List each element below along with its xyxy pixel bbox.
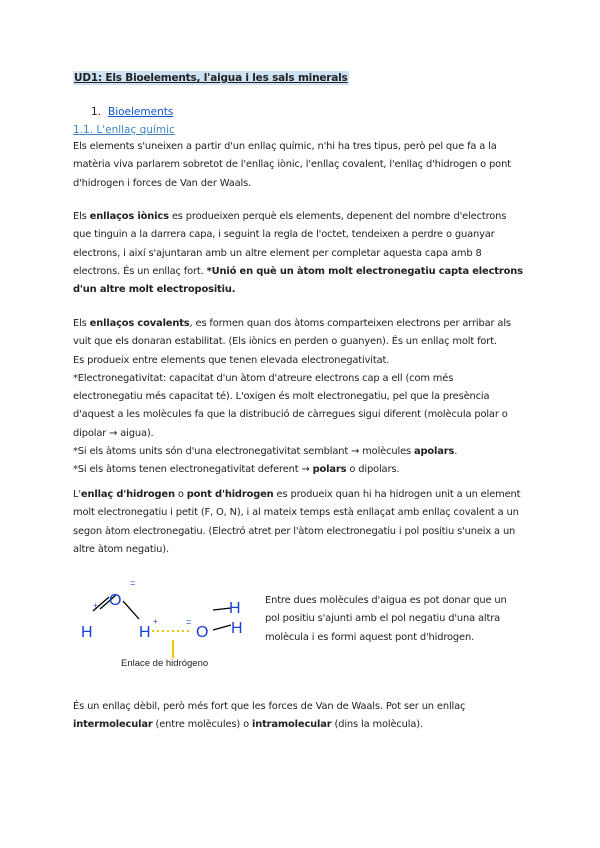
- text-line: Els enllaços covalents, es formen quan dos àtoms comparteixen electrons per arribar als: [73, 318, 511, 329]
- text-line: d'un altre molt electropositiu.: [73, 284, 236, 296]
- text-line: Es produeix entre elements que tenen elevada electronegativitat.: [73, 354, 390, 366]
- hydrogen-atom: H: [81, 624, 93, 641]
- paragraph-ionic: [73, 208, 543, 299]
- text-line: molècula i es formi aquest pont d'hidrogen.: [265, 631, 475, 643]
- term-apolars: apolars: [413, 446, 455, 458]
- figure-description: [265, 592, 545, 647]
- partial-charge: =: [186, 617, 192, 627]
- text-line: Entre dues molècules d'aigua es pot donar que un: [265, 595, 507, 606]
- text-line: vuit que els donaran estabilitat. (Els iònics en perden o guanyen). És un enllaç molt fort.: [73, 336, 497, 348]
- paragraph-conclusion: [73, 698, 543, 735]
- text-line: d'hidrogen i forces de Van der Waals.: [73, 177, 252, 189]
- text-line: electronegatiu més capacitat té). L'oxigen és molt electronegatiu, pel que la presència: [73, 391, 490, 403]
- text-line: *Si els àtoms tenen electronegativitat deferent → polars o dipolars.: [73, 464, 400, 476]
- hydrogen-atom: H: [139, 624, 151, 641]
- list-number: 1.: [91, 106, 102, 118]
- text-line: molt electronegatiu i petit (F, O, N), i al mateix temps està enllaçat amb enllaç covalent a un: [73, 507, 519, 519]
- term-intramolecular: intramolecular: [251, 719, 332, 731]
- ionic-note: *Unió en què un àtom molt electronegatiu capta electrons: [206, 265, 523, 277]
- term-ionic: enllaços iònics: [89, 211, 169, 222]
- text-line: *Si els àtoms units són d'una electronegativitat semblant → molècules apolars.: [73, 446, 458, 458]
- text-line: És un enllaç dèbil, però més fort que les forces de Van de Waals. Pot ser un enllaç: [73, 701, 466, 712]
- text-line: intermolecular (entre molècules) o intramolecular (dins la molècula).: [73, 719, 423, 731]
- text-line: altre àtom negatiu).: [73, 543, 169, 555]
- section-link-bioelements[interactable]: Bioelements: [108, 106, 174, 118]
- partial-charge: +: [93, 601, 98, 610]
- text-line: dipolar → aigua).: [73, 427, 154, 439]
- text-line: pol positiu s'ajunti amb el pol negatiu d'una altra: [265, 613, 501, 625]
- text-line: matèria viva parlarem sobretot de l'enllaç iònic, l'enllaç covalent, l'enllaç d'hidrogen o pont: [73, 159, 511, 171]
- text-line: que tinguin a la darrera capa, i seguint la regla de l'octet, tendeixen a perdre o guanyar: [73, 229, 495, 241]
- term-intermolecular: intermolecular: [73, 719, 153, 731]
- partial-charge: +: [153, 617, 158, 626]
- term-hydrogen-bridge: pont d'hidrogen: [186, 489, 274, 500]
- term-hydrogen-bond: enllaç d'hidrogen: [80, 489, 175, 500]
- hydrogen-atom: H: [229, 600, 241, 617]
- text-line: d'aquest a les molècules fa que la distribució de càrregues sigui diferent (molècula polar o: [73, 409, 508, 421]
- oxygen-atom: O: [196, 624, 209, 641]
- text-line: Els elements s'uneixen a partir d'un enllaç químic, n'hi ha tres tipus, però pel que fa a la: [73, 141, 497, 152]
- text-line: *Electronegativitat: capacitat d'un àtom d'atreure electrons cap a ell (com més: [73, 372, 454, 384]
- text-line: L'enllaç d'hidrogen o pont d'hidrogen es produeix quan hi ha hidrogen unit a un element: [73, 489, 521, 500]
- subheading-enllac-quimic: 1.1. L'enllaç químic: [73, 124, 175, 136]
- hydrogen-atom: H: [231, 620, 243, 637]
- text-line: Els enllaços iònics es produeixen perquè els elements, depenent del nombre d'electrons: [73, 211, 507, 222]
- text-line: segon àtom electronegatiu. (Electró atret per l'àtom electronegatiu i pol positiu s'uneix a un: [73, 525, 516, 537]
- text-line: electrons, i així s'ajuntaran amb un altre element per completar aquesta capa amb 8: [73, 247, 482, 259]
- partial-charge: =: [130, 578, 136, 588]
- term-covalent: enllaços covalents: [89, 318, 190, 329]
- figure-caption: Enlace de hidrógeno: [121, 658, 209, 669]
- document-title: UD1: Els Bioelements, l'aigua i les sals minerals: [74, 72, 348, 84]
- paragraph-intro: [73, 138, 543, 193]
- hydrogen-bond-diagram: [73, 575, 263, 680]
- oxygen-atom: O: [109, 592, 122, 609]
- text-line: electrons. És un enllaç fort. *Unió en què un àtom molt electronegatiu capta electrons: [73, 265, 523, 277]
- paragraph-hydrogen-bond: [73, 486, 543, 559]
- section-list-item: [91, 106, 173, 118]
- term-polars: polars: [312, 464, 347, 476]
- paragraph-covalent: [73, 315, 543, 480]
